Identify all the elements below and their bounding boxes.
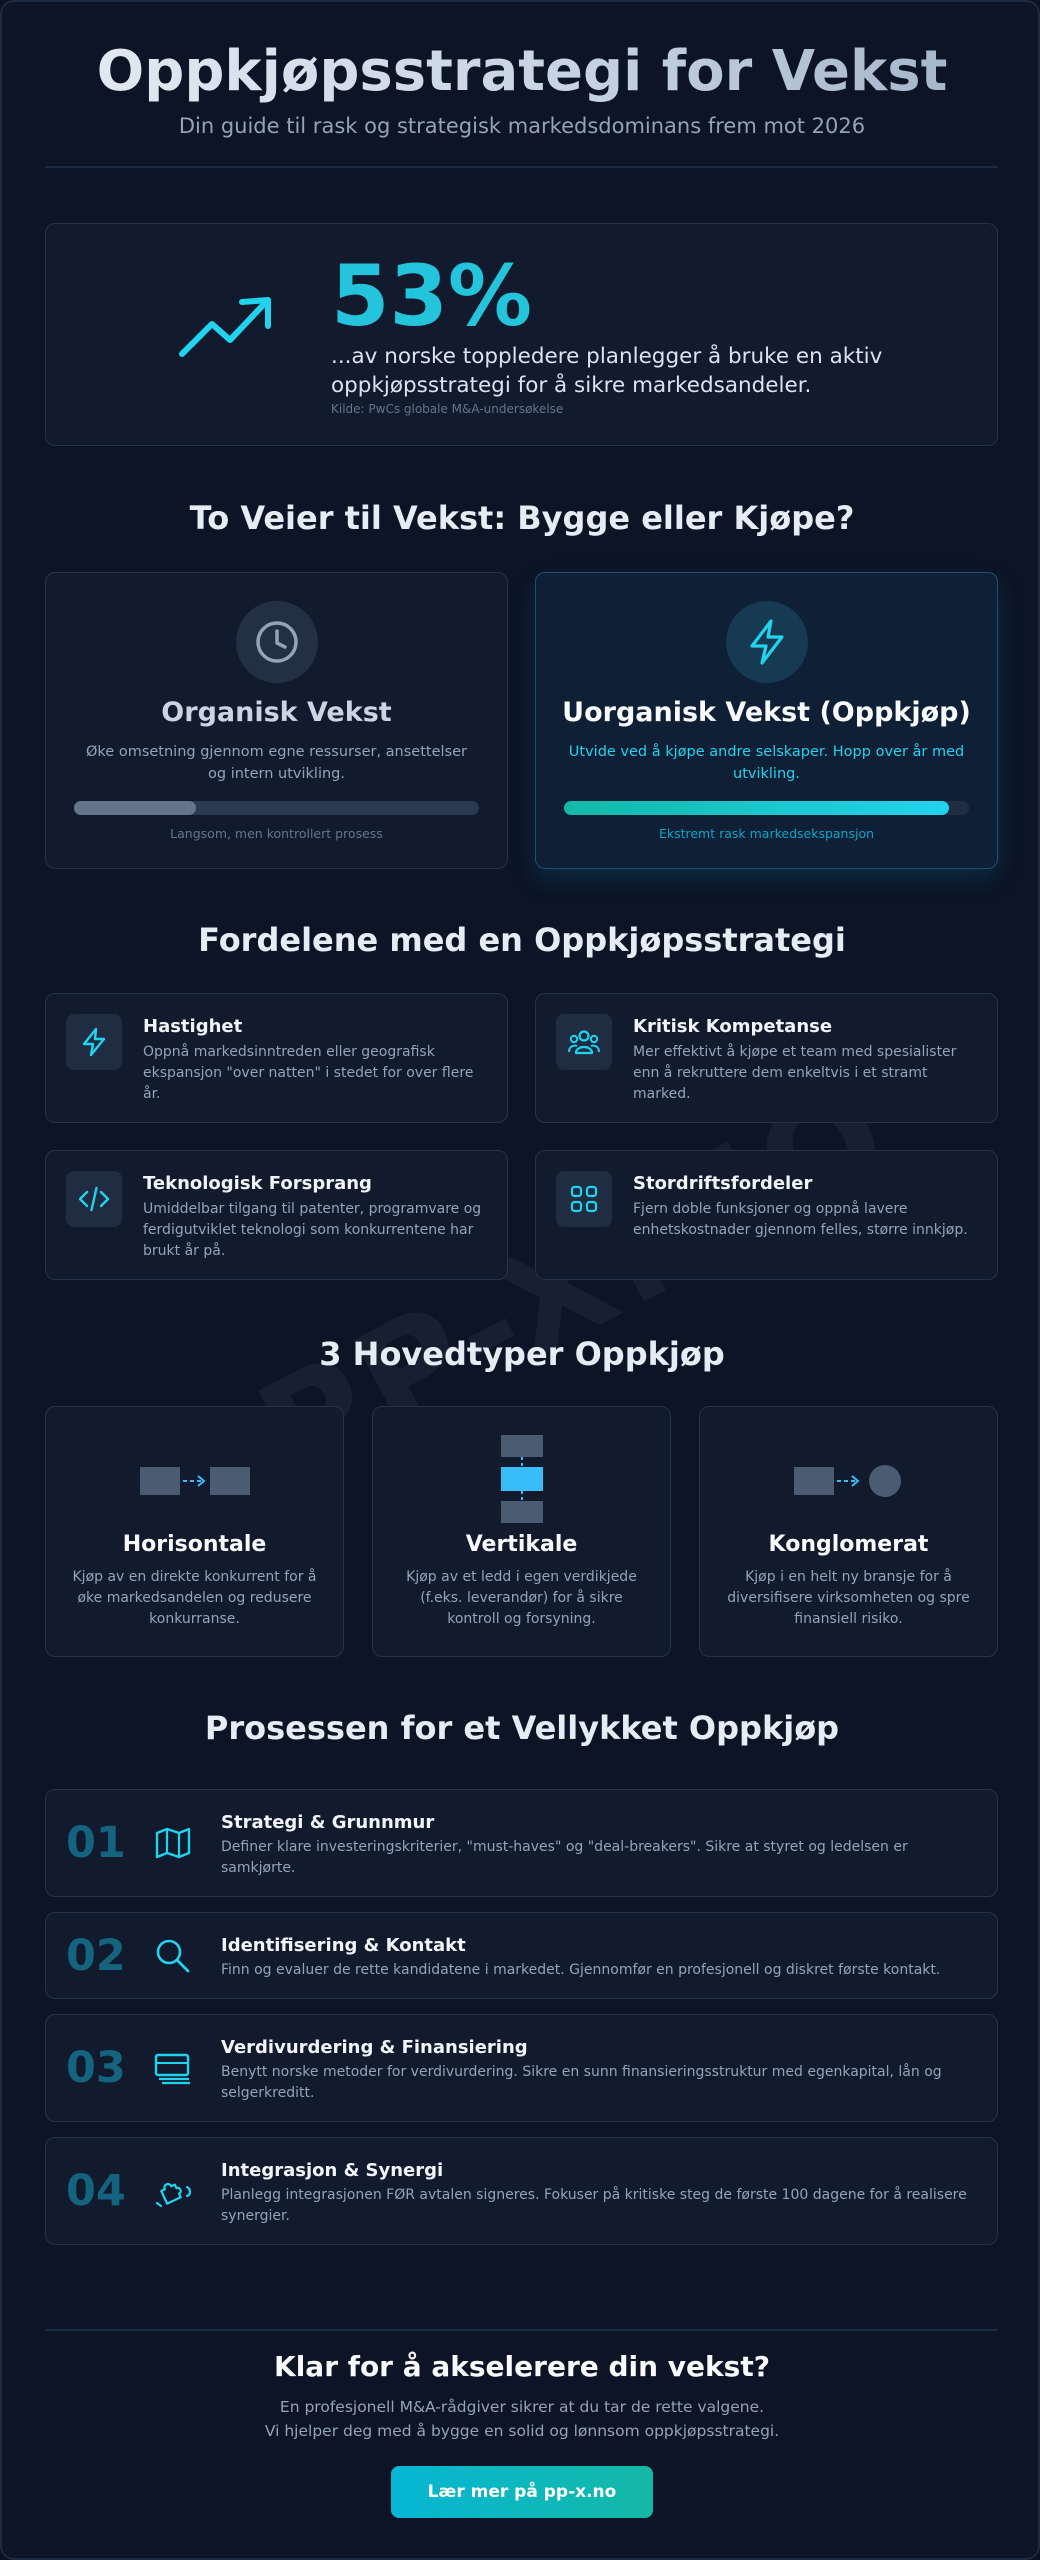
cta-title: Klar for å akselerere din vekst? [274,2350,770,2383]
code-icon [66,1171,122,1227]
header-divider [45,166,998,168]
type-description: Kjøp av et ledd i egen verdikjede (f.eks. leverandør) for å sikre kontroll og forsyning. [406,1569,637,1627]
process-step [45,1912,998,1999]
stat-card [45,223,998,446]
step-description: Definer klare investeringskriterier, "must-haves" og "deal-breakers". Sikre at styret og ledelsen er samkjørte. [221,1839,908,1876]
cta-divider [45,2329,998,2331]
stat-text: ...av norske toppledere planlegger å bruke en aktiv oppkjøpsstrategi for å sikre markedsandeler. [331,344,883,398]
stat-source: Kilde: PwCs globale M&A-undersøkelse [331,402,564,416]
inorganic-progress-bar [564,801,969,815]
vertical-diagram [373,1435,670,1505]
step-description: Benytt norske metoder for verdivurdering. Sikre en sunn finansieringsstruktur med egenkapital, lån og selgerkreditt. [221,2064,942,2101]
type-card-conglomerate [699,1406,998,1657]
step-title: Integrasjon & Synergi [221,2160,444,2181]
cta-text-line-1: En profesjonell M&A-rådgiver sikrer at du tar de rette valgene. [279,2398,765,2416]
map-icon [153,1790,193,1896]
process-step [45,2137,998,2245]
organic-note: Langsom, men kontrollert prosess [170,826,383,841]
type-title: Konglomerat [768,1532,929,1557]
type-card-vertical [372,1406,671,1657]
benefit-description: Oppnå markedsinntreden eller geografisk ekspansjon "over natten" i stedet for over flere år. [143,1044,474,1102]
page-title: Oppkjøpsstrategi for Vekst [2,32,1040,112]
type-description: Kjøp av en direkte konkurrent for å øke markedsandelen og redusere konkurranse. [72,1569,317,1627]
organic-title: Organisk Vekst [161,697,392,728]
type-title: Horisontale [122,1532,267,1557]
organic-progress-fill [74,801,196,815]
process-step [45,1789,998,1897]
search-icon [153,1913,193,1998]
conglomerate-diagram [700,1435,997,1505]
process-step [45,2014,998,2122]
puzzle-icon [153,2138,193,2244]
benefits-heading: Fordelene med en Oppkjøpsstrategi [198,921,846,959]
lightning-icon [726,601,808,683]
benefit-description: Fjern doble funksjoner og oppnå lavere enhetskostnader gjennom felles, større innkjøp. [633,1201,968,1238]
benefit-card-scale [535,1150,998,1280]
grid-icon [556,1171,612,1227]
inorganic-title: Uorganisk Vekst (Oppkjøp) [562,697,971,728]
process-heading: Prosessen for et Vellykket Oppkjøp [204,1709,840,1747]
step-title: Verdivurdering & Finansiering [221,2037,528,2058]
clock-icon [236,601,318,683]
page-subtitle: Din guide til rask og strategisk markedsdominans frem mot 2026 [178,114,866,138]
trending-up-icon [176,294,276,368]
users-icon [556,1014,612,1070]
step-title: Strategi & Grunnmur [221,1812,435,1833]
step-number: 02 [66,1930,126,1981]
benefit-title: Stordriftsfordeler [633,1173,813,1194]
horizontal-diagram [46,1435,343,1505]
lightning-icon [66,1014,122,1070]
inorganic-note: Ekstremt rask markedsekspansjon [658,826,875,841]
type-title: Vertikale [465,1532,578,1557]
benefit-card-competence [535,993,998,1123]
benefit-title: Hastighet [143,1016,243,1037]
benefit-title: Kritisk Kompetanse [633,1016,833,1037]
type-description: Kjøp i en helt ny bransje for å diversifisere virksomheten og spre finansiell risiko. [727,1569,970,1627]
step-description: Finn og evaluer de rette kandidatene i markedet. Gjennomfør en profesjonell og diskret første kontakt. [221,1962,941,1978]
step-number: 03 [66,2043,126,2093]
benefit-card-technology [45,1150,508,1280]
header [2,32,1040,138]
benefit-title: Teknologisk Forsprang [143,1173,372,1194]
learn-more-button[interactable]: Lær mer på pp-x.no [391,2466,653,2518]
growth-heading: To Veier til Vekst: Bygge eller Kjøpe? [189,499,855,537]
organic-growth-card [45,572,508,869]
benefit-card-speed [45,993,508,1123]
step-description: Planlegg integrasjonen FØR avtalen signeres. Fokuser på kritiske steg de første 100 dagene for å realisere synergier. [221,2187,967,2224]
benefit-description: Mer effektivt å kjøpe et team med spesialister enn å rekruttere dem enkeltvis i et stramt marked. [633,1044,957,1102]
stat-value: 53% [331,247,533,345]
inorganic-progress-fill [564,801,949,815]
step-title: Identifisering & Kontakt [221,1935,466,1956]
step-number: 04 [66,2166,126,2216]
organic-progress-bar [74,801,479,815]
organic-description: Øke omsetning gjennom egne ressurser, ansettelser og intern utvikling. [86,744,467,782]
benefit-description: Umiddelbar tilgang til patenter, programvare og ferdigutviklet teknologi som konkurrentene har brukt år på. [143,1201,482,1259]
step-number: 01 [66,1818,126,1868]
inorganic-growth-card [535,572,998,869]
type-card-horizontal [45,1406,344,1657]
cta-text-line-2: Vi hjelper deg med å bygge en solid og lønnsom oppkjøpsstrategi. [264,2422,780,2440]
types-heading: 3 Hovedtyper Oppkjøp [319,1335,725,1373]
inorganic-description: Utvide ved å kjøpe andre selskaper. Hopp over år med utvikling. [568,744,965,782]
money-icon [153,2015,193,2121]
